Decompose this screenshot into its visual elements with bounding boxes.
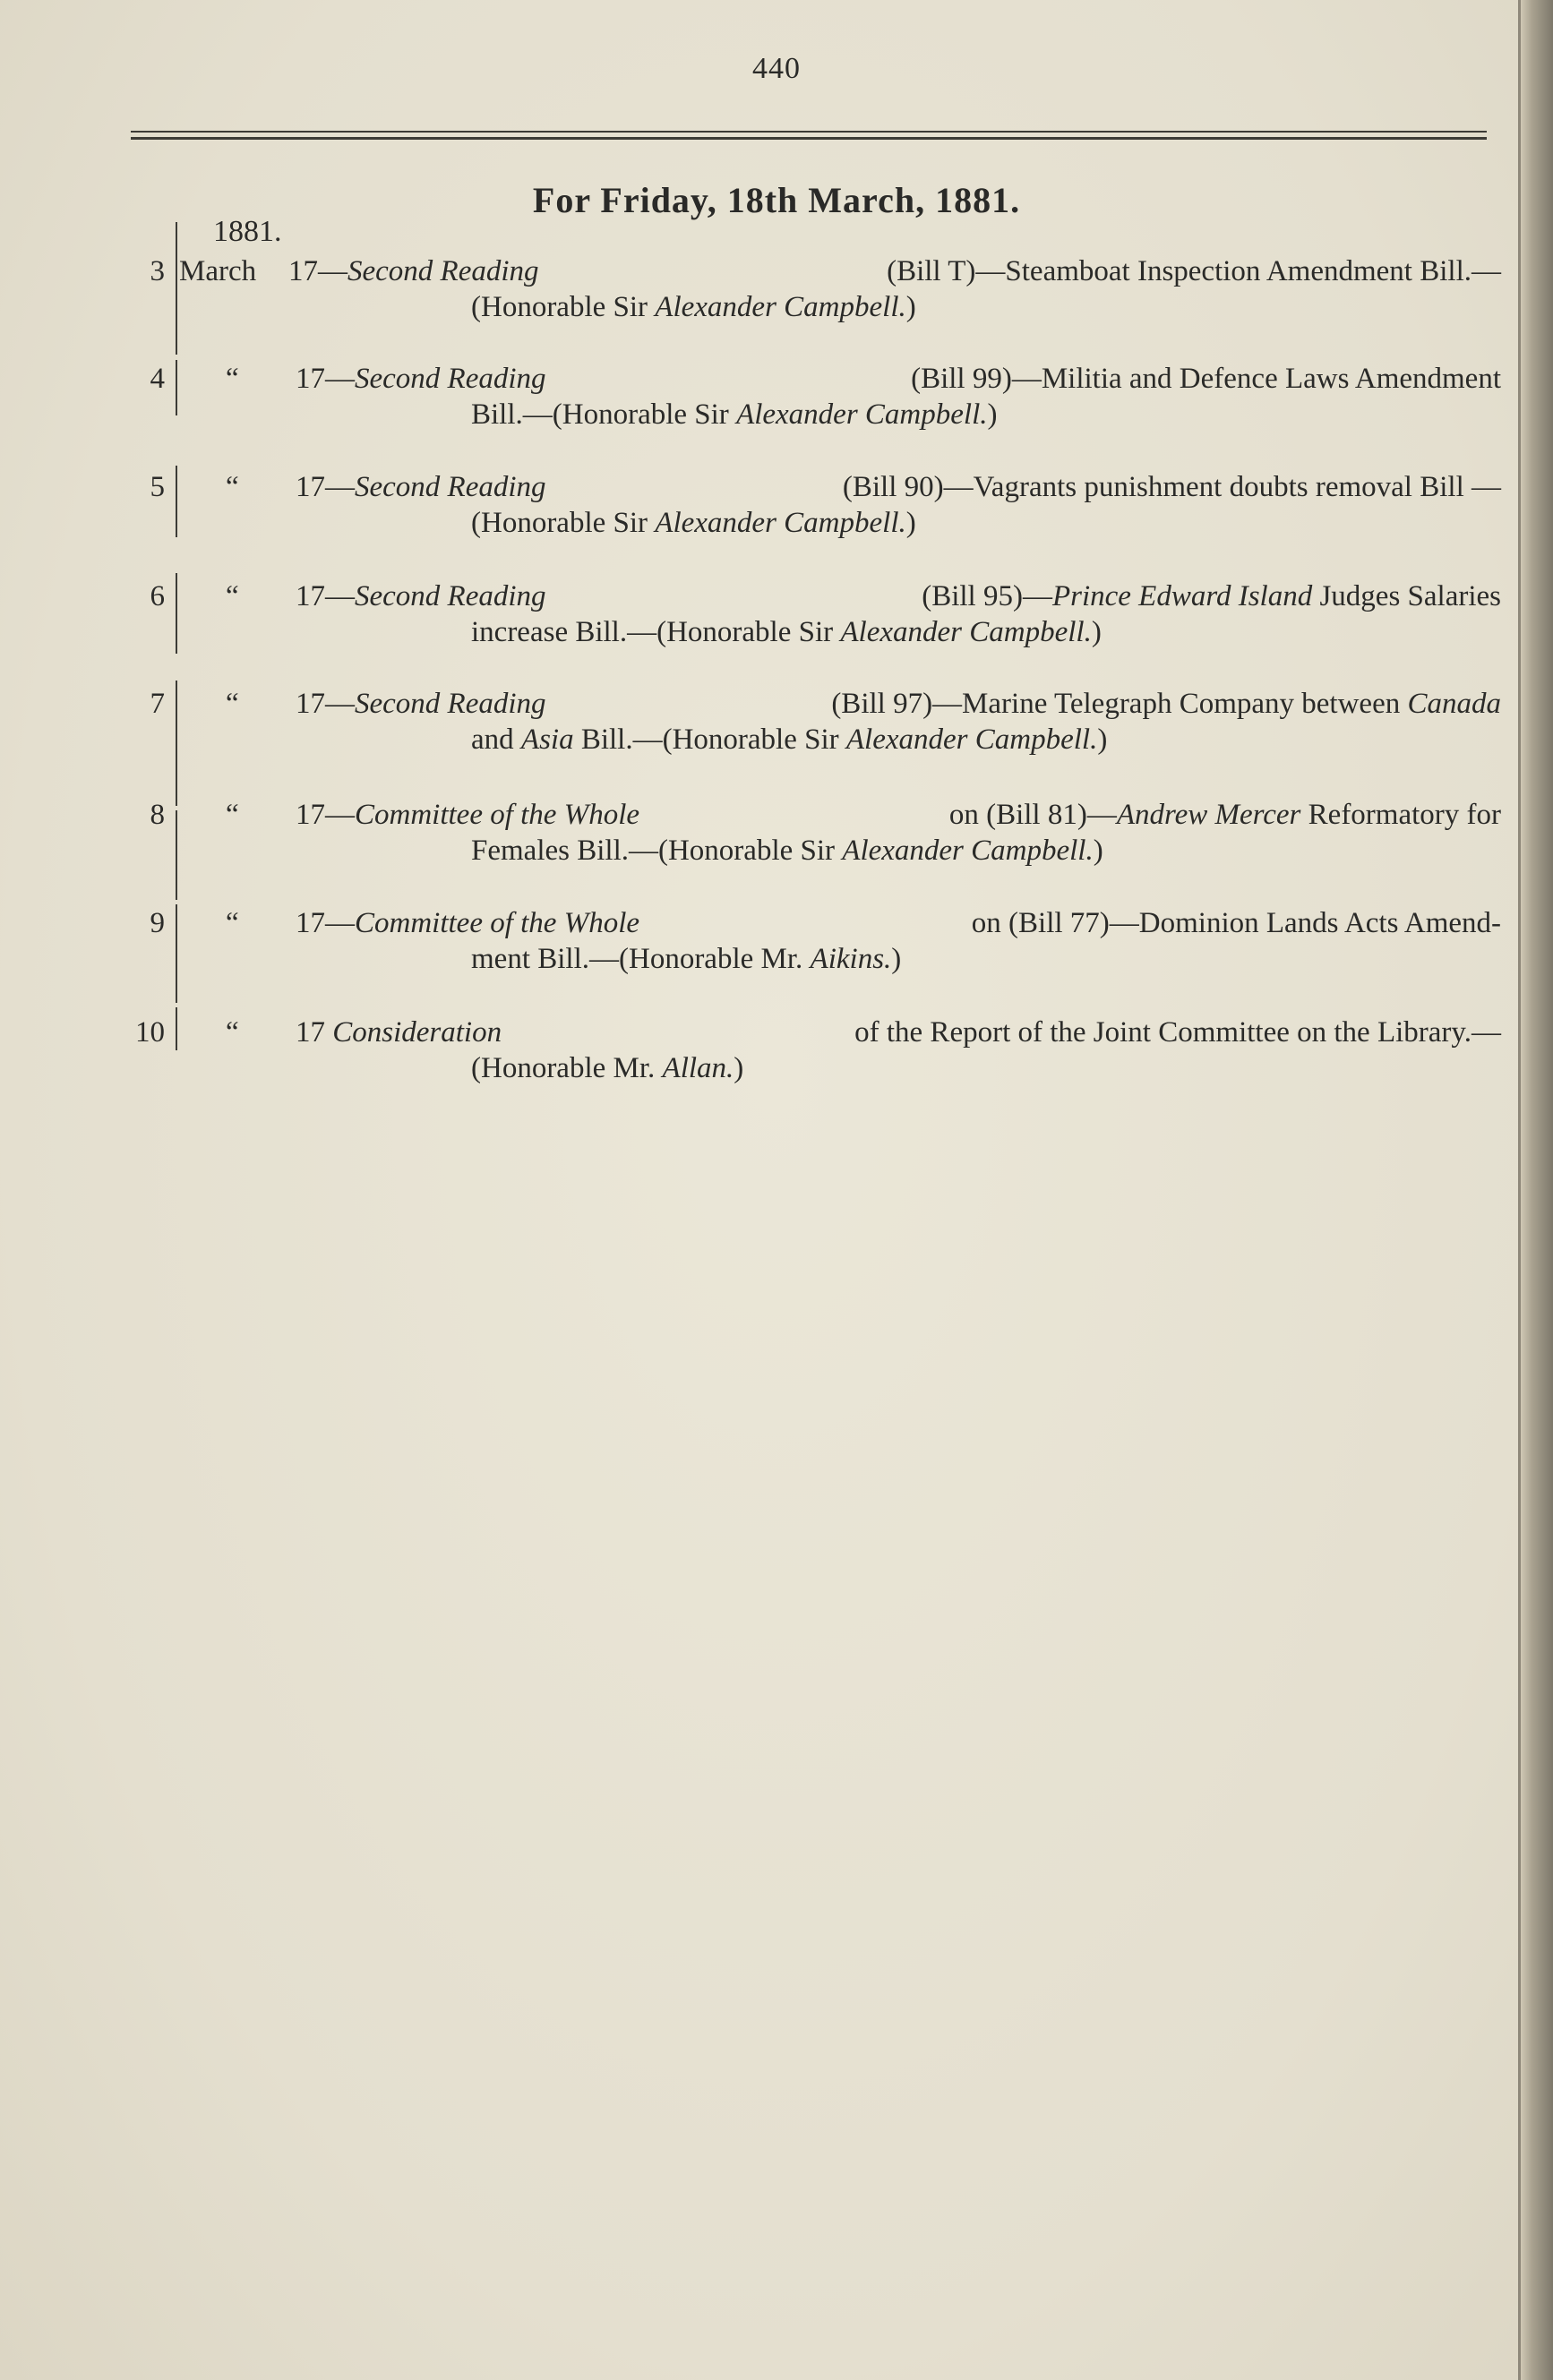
entry-line-2: ment Bill.—(Honorable Mr. Aikins.) [471,943,902,975]
entry-number: 5 [150,471,165,503]
entry-line-2: (Honorable Sir Alexander Campbell.) [471,291,916,323]
ditto-mark: “ [226,471,239,503]
page-heading: For Friday, 18th March, 1881. [532,180,1021,220]
entry-line-2: (Honorable Mr. Allan.) [471,1052,744,1084]
header-rule-double [131,137,1487,140]
action-label: Committee of the Whole [355,799,640,831]
order-entry [0,907,1523,1006]
binding-edge [1518,0,1521,2380]
action-label: Committee of the Whole [355,907,640,939]
entry-number: 7 [150,688,165,720]
action-label: Second Reading [355,363,546,395]
year-label: 1881. [213,215,282,248]
entry-line-1: 17—Second Reading (Bill 97)—Marine Telegraph Company between Canada [296,688,1501,720]
header-rule [131,131,1487,133]
entry-line-1: 17—Second Reading (Bill 90)—Vagrants punishment doubts removal Bill — [296,471,1501,503]
entry-number: 10 [135,1016,165,1049]
action-label: Second Reading [355,688,546,720]
entry-number: 3 [150,255,165,287]
order-entry [0,363,1523,461]
action-label: Second Reading [355,580,546,612]
ditto-mark: “ [226,907,239,939]
ditto-mark: “ [226,580,239,612]
entry-line-2: Bill.—(Honorable Sir Alexander Campbell.) [471,398,998,431]
entry-line-2: increase Bill.—(Honorable Sir Alexander Campbell.) [471,616,1102,648]
entry-line-1: 17—Second Reading (Bill 95)—Prince Edward Island Judges Salaries [296,580,1501,612]
entry-line-1: 17—Second Reading (Bill T)—Steamboat Inspection Amendment Bill.— [288,255,1501,287]
entry-number: 6 [150,580,165,612]
entry-line-1: 17 Consideration of the Report of the Joint Committee on the Library.— [296,1016,1501,1049]
entry-line-1: 17—Committee of the Whole on (Bill 81)—Andrew Mercer Reformatory for [296,799,1501,831]
order-entry [0,688,1523,786]
action-label: Second Reading [347,255,539,287]
entry-number: 8 [150,799,165,831]
entry-number: 9 [150,907,165,939]
order-entry [0,799,1523,897]
entry-line-2: and Asia Bill.—(Honorable Sir Alexander Campbell.) [471,723,1108,756]
order-entry [0,255,1523,354]
ditto-mark: “ [226,1016,239,1049]
order-entry [0,471,1523,569]
entry-number: 4 [150,363,165,395]
entry-line-1: 17—Second Reading (Bill 99)—Militia and Defence Laws Amendment [296,363,1501,395]
book-binding [1521,0,1553,2380]
ditto-mark: “ [226,363,239,395]
entry-line-1: 17—Committee of the Whole on (Bill 77)—Dominion Lands Acts Amend- [296,907,1501,939]
entry-line-2: Females Bill.—(Honorable Sir Alexander Campbell.) [471,835,1103,867]
action-label: Second Reading [355,471,546,503]
entry-line-2: (Honorable Sir Alexander Campbell.) [471,507,916,539]
month-label: March [179,255,257,287]
ditto-mark: “ [226,799,239,831]
page-number: 440 [752,52,801,85]
order-entry [0,1016,1523,1115]
order-entry [0,580,1523,679]
ditto-mark: “ [226,688,239,720]
action-label: Consideration [332,1016,502,1049]
